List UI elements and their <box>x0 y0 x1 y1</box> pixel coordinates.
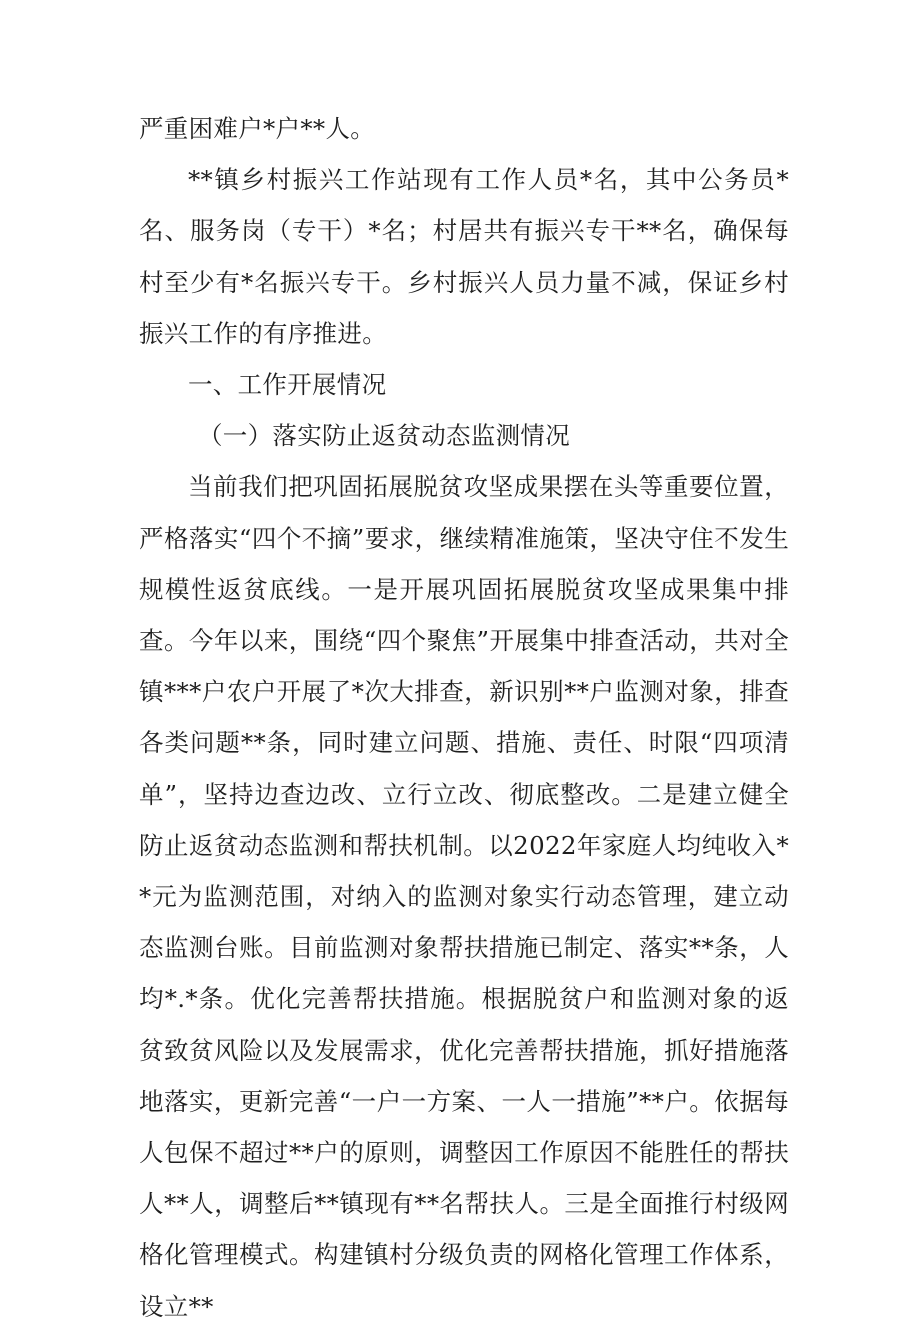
document-body <box>139 103 789 1332</box>
paragraph-staffing: **镇乡村振兴工作站现有工作人员*名，其中公务员*名、服务岗（专干）*名；村居共有振兴专干**名，确保每村至少有*名振兴专干。乡村振兴人员力量不减，保证乡村振兴工作的有序推进。 <box>139 165 789 348</box>
section-heading: 一、工作开展情况 <box>188 370 387 400</box>
paragraph-continuation: 严重困难户*户**人。 <box>139 114 376 143</box>
paragraph-monitoring: 当前我们把巩固拓展脱贫攻坚成果摆在头等重要位置，严格落实“四个不摘”要求，继续精准施策，坚决守住不发生规模性返贫底线。一是开展巩固拓展脱贫攻坚成果集中排查。今年以来，围绕“四个聚焦”开展集中排查活动，共对全镇***户农户开展了*次大排查，新识别**户监测对象，排查各类问题**条，同时建立问题、措施、责任、时限“四项清单”，坚持边查边改、立行立改、彻底整改。二是建立健全防止返贫动态监测和帮扶机制。以2022年家庭人均纯收入**元为监测范围，对纳入的监测对象实行动态管理，建立动态监测台账。目前监测对象帮扶措施已制定、落实**条，人均*.*条。优化完善帮扶措施。根据脱贫户和监测对象的返贫致贫风险以及发展需求，优化完善帮扶措施，抓好措施落地落实，更新完善“一户一方案、一人一措施”**户。依据每人包保不超过**户的原则，调整因工作原因不能胜任的帮扶人**人，调整后**镇现有**名帮扶人。三是全面推行村级网格化管理模式。构建镇村分级负责的网格化管理工作体系，设立** <box>139 472 789 1321</box>
subsection-heading: （一）落实防止返贫动态监测情况 <box>198 421 570 451</box>
